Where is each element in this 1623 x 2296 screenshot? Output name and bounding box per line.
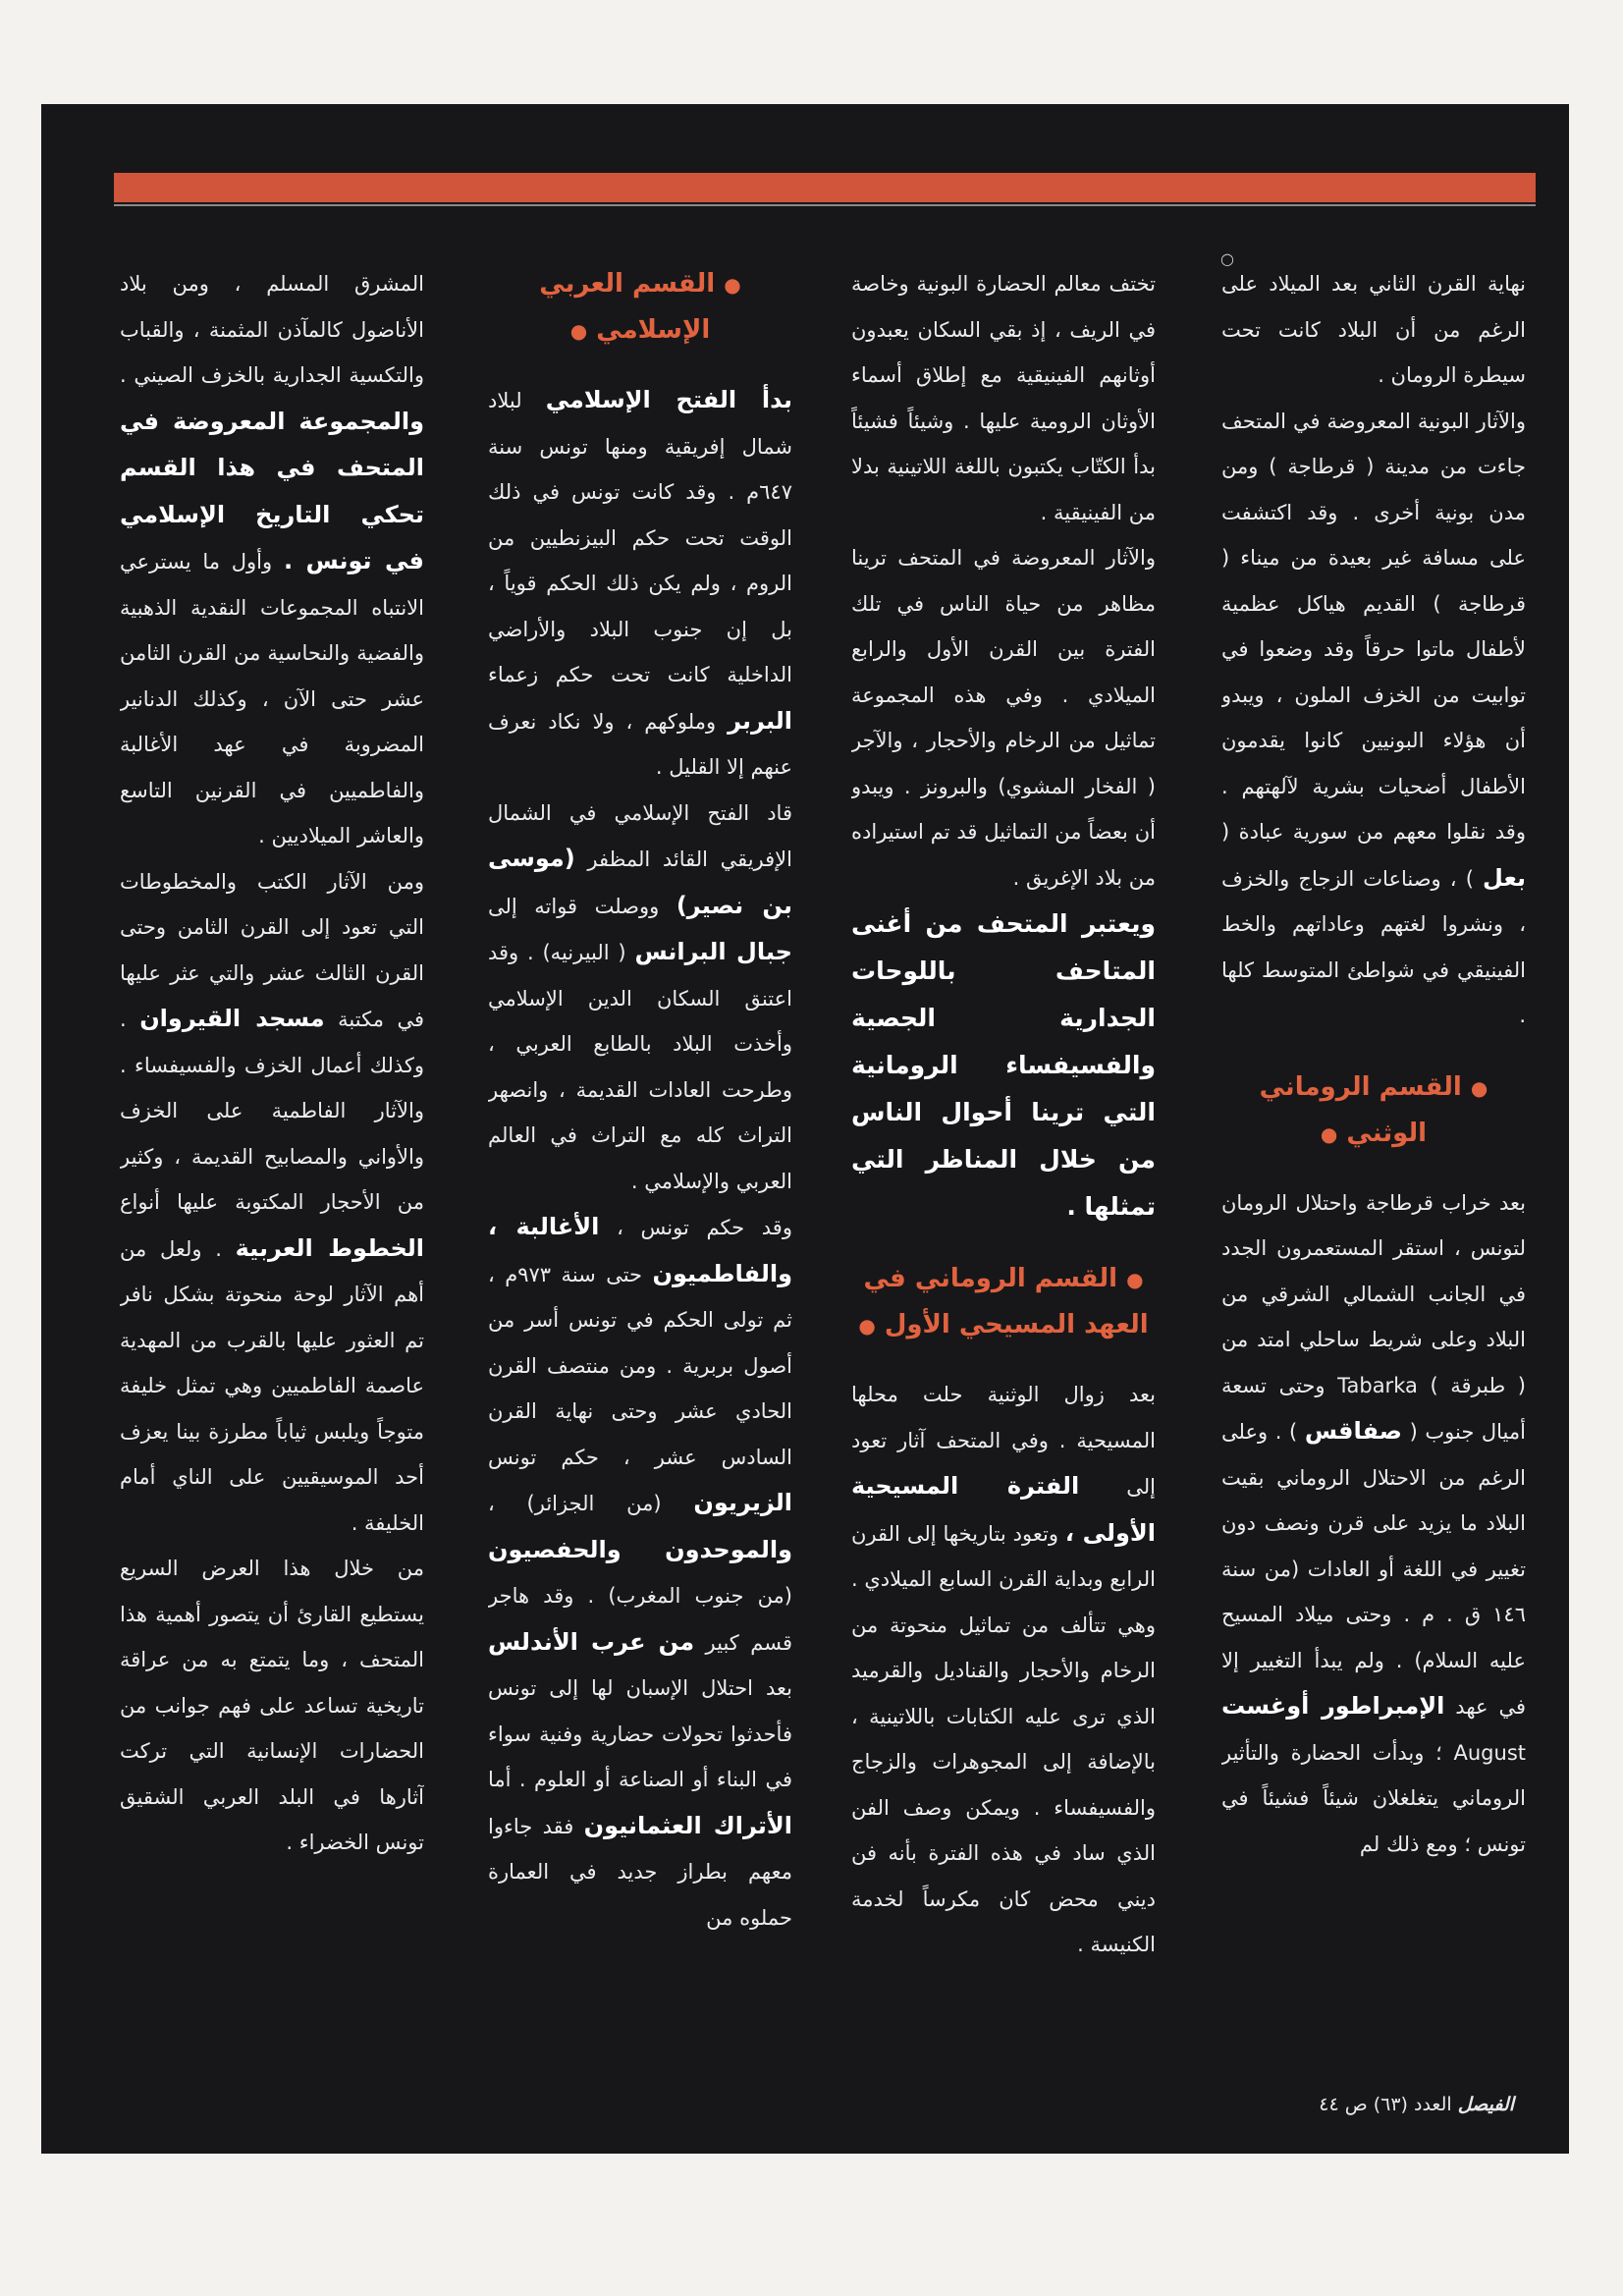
section-heading: ● القسم العربي الإسلامي ●: [539, 269, 741, 345]
paragraph: والآثار المعروضة في المتحف ترينا مظاهر من حياة الناس في تلك الفترة بين القرن الأول والرابع الميلادي . وفي هذه المجموعة تماثيل من الرخام والأحجار ، والآجر ( الفخار المشوي) والبرونز . ويبدو أن بعضاً من التماثيل قد تم استيراده من بلاد الإغريق .: [851, 546, 1156, 890]
magazine-name: الفيصل: [1457, 2094, 1514, 2115]
paragraph: بعد زوال الوثنية حلت محلها المسيحية . وفي المتحف آثار تعود إلى الفترة المسيحية الأولى ، وتعود بتاريخها إلى القرن الرابع وبداية القرن السابع الميلادي . وهي تتألف من تماثيل منحوتة من الرخام والأحجار والقناديل والقرميد الذي ترى عليه الكتابات باللاتينية ، بالإضافة إلى المجوهرات والزجاج والفسيفساء . ويمكن وصف الفن الذي ساد في هذه الفترة بأنه فن ديني محض كان مكرساً لخدمة الكنيسة .: [851, 1383, 1156, 1956]
paragraph: نهاية القرن الثاني بعد الميلاد على الرغم من أن البلاد كانت تحت سيطرة الرومان .: [1221, 272, 1526, 387]
header-rule: [114, 204, 1536, 206]
paragraph: وقد حكم تونس ، الأغالبة ، والفاطميون حتى سنة ٩٧٣م ، ثم تولى الحكم في تونس أسر من أصول بربرية . ومن منتصف القرن الحادي عشر وحتى نهاية القرن السادس عشر ، حكم تونس الزيريون (من الجزائر) ، والموحدون والحفصيون (من جنوب المغرب) . وقد هاجر قسم كبير من عرب الأندلس بعد احتلال الإسبان لها إلى تونس فأحدثوا تحولات حضارية وفنية سواء في البناء أو الصناعة أو العلوم . أما الأتراك العثمانيون فقد جاءوا معهم بطراز جديد في العمارة حملوه من: [488, 1213, 792, 1930]
bullet-mark: ○: [1220, 249, 1234, 268]
bullet-icon: ●: [569, 319, 588, 343]
paragraph: ومن الآثار الكتب والمخطوطات التي تعود إلى القرن الثامن وحتى القرن الثالث عشر والتي عثر عليها في مكتبة مسجد القيروان . وكذلك أعمال الخزف والفسيفساء . والآثار الفاطمية على الخزف والأواني والمصابيح القديمة ، وكثير من الأحجار المكتوبة عليها أنواع الخطوط العربية . ولعل من أهم الآثار لوحة منحوتة بشكل نافر تم العثور عليها بالقرب من المهدية عاصمة الفاطميين وهي تمثل خليفة متوجاً ويلبس ثياباً مطرزة بينا يعزف أحد الموسيقيين على الناي أمام الخليفة .: [120, 869, 424, 1535]
bullet-icon: ●: [724, 273, 741, 297]
bullet-icon: ●: [1126, 1268, 1144, 1291]
page-panel: [41, 104, 1569, 2154]
highlight-paragraph: ويعتبر المتحف من أغنى المتاحف باللوحات الجدارية الجصية والفسيفساء الرومانية التي ترينا أحوال الناس من خلال المناظر التي تمثلها .: [851, 909, 1156, 1221]
article-column-2: [851, 261, 1156, 2088]
bullet-icon: ●: [858, 1314, 876, 1338]
paragraph: بدأ الفتح الإسلامي لبلاد شمال إفريقية ومنها تونس سنة ٦٤٧م . وقد كانت تونس في ذلك الوقت تحت حكم البيزنطيين من الروم ، ولم يكن ذلك الحكم قوياً ، بل إن جنوب البلاد والأراضي الداخلية كانت تحت حكم زعماء البربر وملوكهم ، ولا نكاد نعرف عنهم إلا القليل .: [488, 386, 792, 779]
issue-page-number: العدد (٦٣) ص ٤٤: [1319, 2094, 1452, 2115]
paragraph: المشرق المسلم ، ومن بلاد الأناضول كالمآذن المثمنة ، والقباب والتكسية الجدارية بالخزف الصيني . والمجموعة المعروضة في المتحف في هذا القسم تحكي التاريخ الإسلامي في تونس . وأول ما يسترعي الانتباه المجموعات النقدية الذهبية والفضية والنحاسية من القرن الثامن عشر حتى الآن ، وكذلك الدنانير المضروبة في عهد الأغالبة والفاطميين في القرنين التاسع والعاشر الميلاديين .: [120, 272, 424, 847]
article-column-1: [1221, 261, 1526, 2088]
section-heading: ● القسم الروماني في العهد المسيحي الأول ●: [858, 1264, 1149, 1339]
section-heading: ● القسم الروماني الوثني ●: [1259, 1071, 1488, 1148]
bullet-icon: ●: [1320, 1121, 1338, 1146]
bullet-icon: ●: [1470, 1075, 1488, 1100]
paragraph: بعد خراب قرطاجة واحتلال الرومان لتونس ، استقر المستعمرون الجدد في الجانب الشمالي الشرقي من البلاد وعلى شريط ساحلي امتد من ( طبرقة ) Tabarka وحتى تسعة أميال جنوب ( صفاقس ) . وعلى الرغم من الاحتلال الروماني بقيت البلاد ما يزيد على قرن ونصف دون تغيير في اللغة أو العادات (من سنة ١٤٦ ق . م . وحتى ميلاد المسيح عليه السلام) . ولم يبدأ التغيير إلا في عهد الإمبراطور أوغست August ؛ وبدأت الحضارة والتأثير الروماني يتغلغلان شيئاً فشيئاً في تونس ؛ ومع ذلك لم: [1221, 1190, 1526, 1856]
article-column-4: [120, 261, 424, 2088]
paragraph: من خلال هذا العرض السريع يستطيع القارئ أن يتصور أهمية هذا المتحف ، وما يتمتع به من عراقة تاريخية تساعد على فهم جوانب من الحضارات الإنسانية التي تركت آثارها في البلد العربي الشقيق تونس الخضراء .: [120, 1557, 424, 1854]
header-accent-bar: [114, 173, 1536, 202]
article-column-3: [488, 261, 792, 2088]
paragraph: تختف معالم الحضارة البونية وخاصة في الريف ، إذ بقي السكان يعبدون أوثانهم الفينيقية مع إطلاق أسماء الأوثان الرومية عليها . وشيئاً فشيئاً بدأ الكتّاب يكتبون باللغة اللاتينية بدلا من الفينيقية .: [851, 272, 1156, 524]
paragraph: قاد الفتح الإسلامي في الشمال الإفريقي القائد المظفر (موسى بن نصير) ووصلت قواته إلى جبال البرانس ( البيرنيه) . وقد اعتنق السكان الدين الإسلامي وأخذت البلاد بالطابع العربي ، وطرحت العادات القديمة ، وانصهر التراث كله مع التراث في العالم العربي والإسلامي .: [488, 800, 792, 1193]
paragraph: والآثار البونية المعروضة في المتحف جاءت من مدينة ( قرطاجة ) ومن مدن بونية أخرى . وقد اكتشفت على مسافة غير بعيدة من ميناء ( قرطاجة ) القديم هياكل عظمية لأطفال ماتوا حرقاً وقد وضعوا في توابيت من الخزف الملون ، ويبدو أن هؤلاء البونيين كانوا يقدمون الأطفال أضحيات بشرية لآلهتهم . وقد نقلوا معهم من سورية عبادة ( بعل ) ، وصناعات الزجاج والخزف ، ونشروا لغتهم وعاداتهم والخط الفينيقي في شواطئ المتوسط كلها .: [1221, 409, 1526, 1027]
page-footer: [1319, 2094, 1514, 2115]
